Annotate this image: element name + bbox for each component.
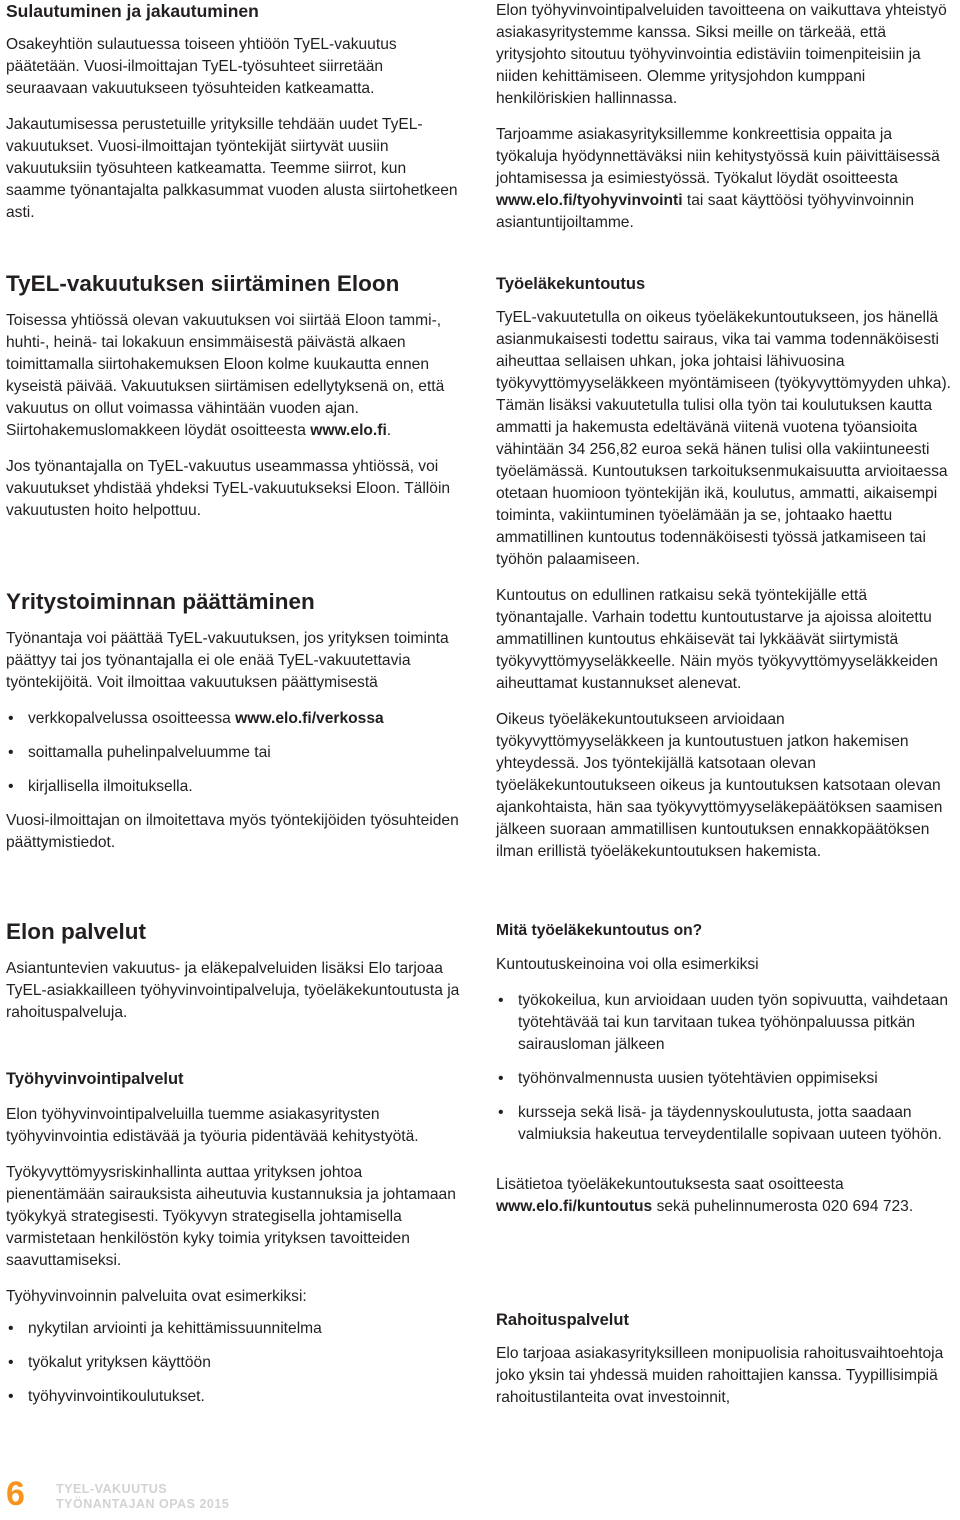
paragraph-text: sekä puhelinnumerosta 020 694 723. xyxy=(652,1198,914,1215)
section-mita xyxy=(496,920,956,1232)
list-item: • soittamalla puhelinpalveluumme tai xyxy=(6,742,464,764)
footer-line: TYEL-VAKUUTUS xyxy=(56,1482,168,1496)
paragraph: Elon työhyvinvointipalveluiden tavoitteena on vaikuttava yhteistyö asiakasyritystemme kanssa. Siksi meille on tärkeää, että yritysjohto sitoutuu työhyvinvointia edistäviin toimenpiteisiin ja niiden kehittämiseen. Olemme yritysjohdon kumppani henkilöriskien hallinnassa. xyxy=(496,2,947,107)
footer-line: TYÖNANTAJAN OPAS 2015 xyxy=(56,1497,230,1511)
section-title: Elon palvelut xyxy=(6,919,147,944)
bullet-list xyxy=(496,990,956,1146)
section-title: Työeläkekuntoutus xyxy=(496,275,646,293)
paragraph: TyEL-vakuutetulla on oikeus työeläkekuntoutukseen, jos hänellä asianmukaisesti todettu sairaus, vika tai vamma todennäköisesti aiheuttaa sellaisen uhkan, joka johtaisi lähivuosina työkyvyttömyyseläkkeen myöntämiseen (työkyvyttömyyden uhka). Tämän lisäksi vakuutetulla tulisi olla työn tai koulutuksen kautta ammatti ja hakemusta edeltävänä viitenä vuotena työansioita vähintään 34 256,82 euroa sekä hänen tulisi olla vakiintuneesti työelämässä. Kuntoutuksen tarkoituksenmukaisuutta arvioitaessa otetaan huomioon työntekijän ikä, koulutus, ammatti, aikaisempi toiminta, vakiintuminen työelämään ja se, johtaako haettu ammatillinen kuntoutus todennäköisesti työssä jatkamiseen tai työhön palaamiseen. xyxy=(496,309,951,568)
paragraph: Kuntoutuskeinoina voi olla esimerkiksi xyxy=(496,956,759,973)
section-title: TyEL-vakuutuksen siirtäminen Eloon xyxy=(6,271,400,296)
link-tyohyvinvointi[interactable]: www.elo.fi/tyohyvinvointi xyxy=(496,192,683,209)
section-title: Yritystoiminnan päättäminen xyxy=(6,589,315,614)
paragraph: Jakautumisessa perustetuille yrityksille tehdään uudet TyEL-vakuutukset. Vuosi-ilmoittajan työntekijät siirtyvät uusiin vakuutuksiin työsuhteen katkeamatta. Teemme siirrot, kun saamme työnantajalta palkkasummat vuoden alusta siirtohetkeen asti. xyxy=(6,116,458,221)
paragraph-text: Toisessa yhtiössä olevan vakuutuksen voi siirtää Eloon tammi-, huhti-, heinä- tai lokakuun ensimmäisestä päivästä alkaen toimittamalla siirtohakemuksen Eloon kolme kuukautta ennen kyseistä päivää. Vakuutuksen siirtämisen edellytyksenä on, että vakuutus on ollut voimassa vähintään vuoden ajan. Siirtohakemuslomakkeen löydät osoitteesta xyxy=(6,312,445,439)
paragraph xyxy=(6,310,464,442)
list-item: • nykytilan arviointi ja kehittämissuunnitelma xyxy=(6,1318,464,1340)
section-title: Rahoituspalvelut xyxy=(496,1311,629,1329)
footer-publication xyxy=(56,1482,229,1512)
section-intro xyxy=(496,0,956,248)
paragraph: Työnantaja voi päättää TyEL-vakuutuksen, jos yrityksen toiminta päättyy tai jos työnantajalla ei ole enää TyEL-vakuutettavia työntekijöitä. Voit ilmoittaa vakuutuksen päättymisestä xyxy=(6,630,449,691)
link-kuntoutus[interactable]: www.elo.fi/kuntoutus xyxy=(496,1198,653,1215)
list-item: • työhyvinvointikoulutukset. xyxy=(6,1386,464,1408)
bullet-list xyxy=(6,1318,464,1408)
link-elo[interactable]: www.elo.fi xyxy=(310,422,387,439)
paragraph xyxy=(496,124,956,234)
list-item: • työkokeilua, kun arvioidaan uuden työn sopivuutta, vaihdetaan työtehtävää tai kun tarvitaan tukea työhönpaluussa pitkän sairausloman jälkeen xyxy=(496,990,956,1056)
section-title: Sulautuminen ja jakautuminen xyxy=(6,1,259,21)
section-siirtaminen xyxy=(6,270,464,536)
list-item xyxy=(6,708,464,730)
section-title: Työhyvinvointipalvelut xyxy=(6,1070,184,1088)
paragraph: Jos työnantajalla on TyEL-vakuutus useammassa yhtiössä, voi vakuutukset yhdistää yhdeksi TyEL-vakuutukseksi Eloon. Tällöin vakuutusten hoito helpottuu. xyxy=(6,458,451,519)
link-verkossa[interactable]: www.elo.fi/verkossa xyxy=(235,710,384,727)
list-item: • kirjallisella ilmoituksella. xyxy=(6,776,464,798)
section-paattaminen xyxy=(6,588,464,868)
section-kuntoutus xyxy=(496,273,956,877)
paragraph: Oikeus työeläkekuntoutukseen arvioidaan työkyvyttömyyseläkkeen ja kuntoutustuen jatkon hakemisen yhteydessä. Jos työntekijällä katsotaan olevan työeläkekuntoutukseen oikeus ja kuntoutuksen katsotaan olevan ajankohtaista, hän saa työkyvyttömyyseläkepäätöksen saamisen jälkeen suoraan ammatillisen kuntoutuksen ennakkopäätöksen ilman erillistä työeläkekuntoutuksen hakemista. xyxy=(496,711,943,860)
section-sulautuminen xyxy=(6,0,464,238)
paragraph: Työhyvinvoinnin palveluita ovat esimerkiksi: xyxy=(6,1288,307,1305)
paragraph-end: . xyxy=(386,422,392,439)
list-item: • työhönvalmennusta uusien työtehtävien oppimiseksi xyxy=(496,1068,956,1090)
list-item: • työkalut yrityksen käyttöön xyxy=(6,1352,464,1374)
paragraph: Elon työhyvinvointipalveluilla tuemme asiakasyritysten työhyvinvointia edistävää ja työuria pidentävää kehitystyötä. xyxy=(6,1106,419,1145)
section-palvelut xyxy=(6,918,464,1038)
paragraph: Elo tarjoaa asiakasyrityksilleen monipuolisia rahoitusvaihtoehtoja joko yksin tai yhdessä muiden rahoittajien kanssa. Tyypillisimpiä rahoitustilanteita ovat investoinnit, xyxy=(496,1345,944,1406)
section-rahoitus xyxy=(496,1309,956,1423)
bullet-list xyxy=(6,708,464,798)
list-item-text: verkkopalvelussa osoitteessa xyxy=(28,710,236,727)
paragraph-text: Lisätietoa työeläkekuntoutuksesta saat osoitteesta xyxy=(496,1176,844,1193)
section-title: Mitä työeläkekuntoutus on? xyxy=(496,922,703,939)
paragraph xyxy=(496,1174,956,1218)
section-tyohyvinvointi xyxy=(6,1068,464,1420)
paragraph: Asiantuntevien vakuutus- ja eläkepalveluiden lisäksi Elo tarjoaa TyEL-asiakkailleen työhyvinvointipalveluja, työeläkekuntoutusta ja rahoituspalveluja. xyxy=(6,960,460,1021)
paragraph-text: Tarjoamme asiakasyrityksillemme konkreettisia oppaita ja työkaluja hyödynnettäväksi niin kehitystyössä kuin päivittäisessä johtamisessa ja esimiestyössä. Työkalut löydät osoitteesta xyxy=(496,126,940,187)
paragraph: Osakeyhtiön sulautuessa toiseen yhtiöön TyEL-vakuutus päätetään. Vuosi-ilmoittajan TyEL-työsuhteet siirretään seuraavaan vakuutukseen työsuhteiden katkeamatta. xyxy=(6,36,397,97)
page-number: 6 xyxy=(6,1475,25,1513)
paragraph: Vuosi-ilmoittajan on ilmoitettava myös työntekijöiden työsuhteiden päättymistiedot. xyxy=(6,812,459,851)
list-item: • kursseja sekä lisä- ja täydennyskoulutusta, jotta saadaan valmiuksia hakeutua terveydentilalle sopivaan uuteen työhön. xyxy=(496,1102,956,1146)
paragraph: Kuntoutus on edullinen ratkaisu sekä työntekijälle että työnantajalle. Varhain todettu kuntoutustarve ja ajoissa aloitettu ammatillinen kuntoutus ehkäisevät tai lykkäävät siirtymistä työkyvyttömyyseläkkeelle. Näin myös työkyvyttömyyseläkkeiden aiheuttamat kustannukset alenevat. xyxy=(496,587,938,692)
paragraph-text: tai saat käyttöösi työhyvinvoinnin asiantuntijoiltamme. xyxy=(496,192,914,231)
paragraph: Työkyvyttömyysriskinhallinta auttaa yrityksen johtoa pienentämään sairauksista aiheutuvia kustannuksia ja johtamaan työkykyä strategisesti. Työkyvyn strategisella johtamisella varmistetaan henkilöstön kyky toimia yrityksen tavoitteiden saavuttamiseksi. xyxy=(6,1164,456,1269)
